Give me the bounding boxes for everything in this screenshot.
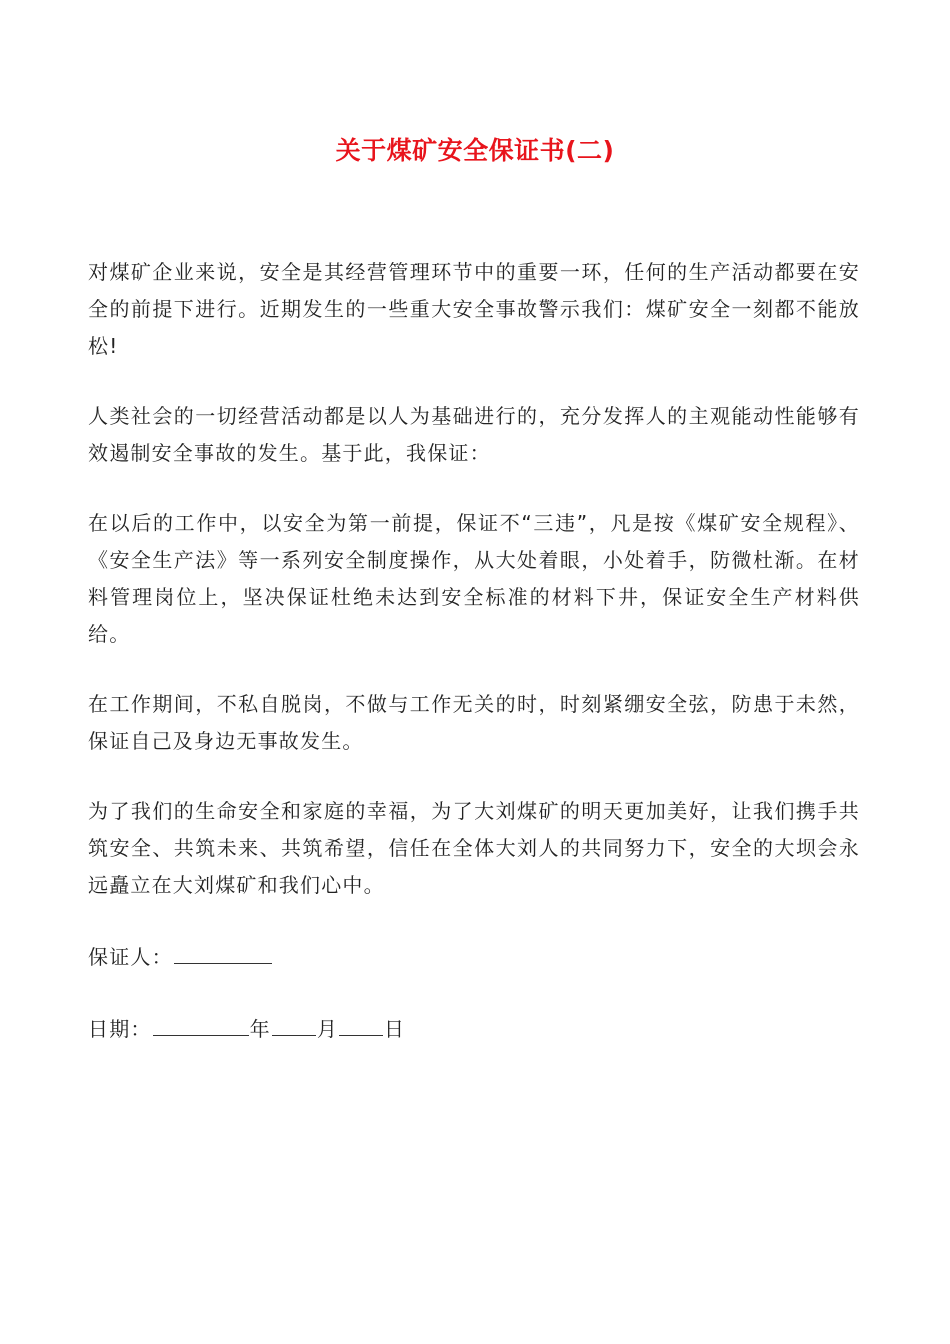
paragraph-3: 在以后的工作中，以安全为第一前提，保证不“三违”，凡是按《煤矿安全规程》、《安全生产法》等一系列安全制度操作，从大处着眼，小处着手，防微杜渐。在材料管理岗位上，坚决保证杜绝未达到安全标准的材料下井，保证安全生产材料供给。 (88, 511, 860, 646)
month-blank (272, 1009, 316, 1036)
day-label: 日 (384, 1017, 406, 1041)
year-label: 年 (249, 1017, 271, 1041)
date-line (88, 1009, 860, 1048)
paragraph-5: 为了我们的生命安全和家庭的幸福，为了大刘煤矿的明天更加美好，让我们携手共筑安全、共筑未来、共筑希望，信任在全体大刘人的共同努力下，安全的大坝会永远矗立在大刘煤矿和我们心中。 (88, 799, 860, 897)
month-label: 月 (316, 1017, 339, 1041)
paragraph-1: 对煤矿企业来说，安全是其经营管理环节中的重要一环，任何的生产活动都要在安全的前提下进行。近期发生的一些重大安全事故警示我们：煤矿安全一刻都不能放松! (88, 260, 860, 358)
signature-label: 保证人： (88, 945, 173, 969)
paragraph-4: 在工作期间，不私自脱岗，不做与工作无关的时，时刻紧绷安全弦，防患于未然，保证自己及身边无事故发生。 (88, 692, 860, 753)
year-blank (153, 1009, 249, 1036)
signature-blank (174, 937, 272, 964)
document-title: 关于煤矿安全保证书(二) (335, 136, 615, 165)
paragraph-2: 人类社会的一切经营活动都是以人为基础进行的，充分发挥人的主观能动性能够有效遏制安全事故的发生。基于此，我保证： (88, 404, 860, 465)
day-blank (339, 1009, 383, 1036)
signature-line (88, 937, 860, 976)
date-label: 日期： (88, 1017, 152, 1041)
document-body (88, 254, 860, 1081)
